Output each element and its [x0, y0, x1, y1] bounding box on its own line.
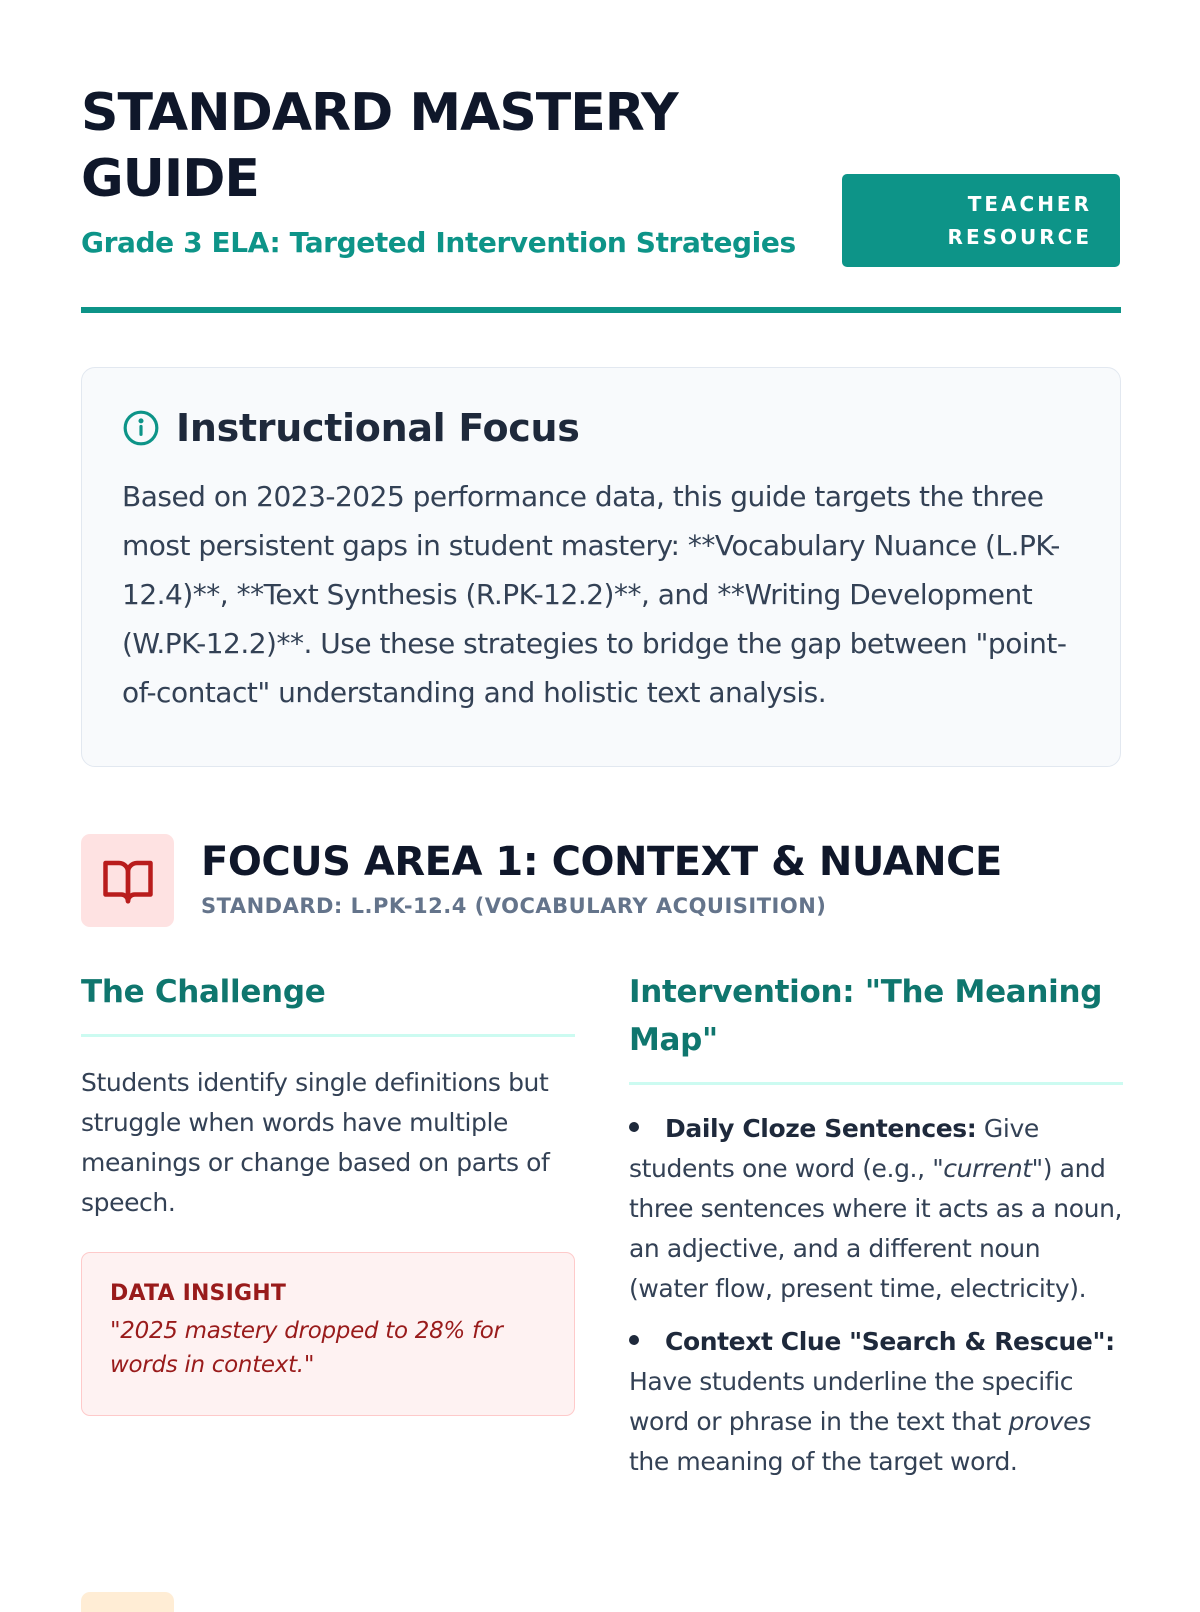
intervention-column — [629, 968, 1123, 1495]
challenge-text: Students identify single definitions but struggle when words have multiple meanings or change based on parts of speech. — [81, 1068, 550, 1217]
list-item-text: Give students one word (e.g., — [629, 1114, 1039, 1183]
list-item-emphasis: "current" — [932, 1154, 1043, 1183]
list-item-text: the meaning of the target word. — [629, 1447, 1018, 1476]
instructional-focus-body: Based on 2023-2025 performance data, this guide targets the three most persistent gaps in student mastery: **Vocabulary Nuance (L.PK-12.4)**, **Text Synthesis (R.PK-12.2)**, and **Writing Development (W.PK-12.2)**. Use these strategies to bridge the gap between "point-of-contact" understanding and holistic text analysis. — [122, 480, 1067, 709]
info-icon — [122, 409, 160, 447]
bullet-icon — [629, 1122, 639, 1132]
badge-line-1: TEACHER — [967, 192, 1092, 216]
bullet-icon — [629, 1335, 639, 1345]
page-title: STANDARD MASTERY GUIDE — [81, 83, 678, 209]
data-insight-label: DATA INSIGHT — [110, 1281, 287, 1306]
instructional-focus-title: Instructional Focus — [176, 406, 580, 450]
list-item-label: Context Clue "Search & Rescue": — [665, 1327, 1115, 1356]
next-focus-area-icon-tile — [81, 1592, 174, 1612]
list-item-emphasis: proves — [1008, 1407, 1091, 1436]
list-item — [629, 1109, 1123, 1309]
intervention-title: Intervention: "The Meaning Map" — [629, 968, 1123, 1085]
teacher-resource-badge — [842, 174, 1120, 267]
challenge-column — [81, 968, 575, 1416]
data-insight-callout — [81, 1252, 575, 1416]
list-item-text: ) and three sentences where it acts as a noun, an adjective, and a different noun (water flow, present time, electricity). — [629, 1154, 1123, 1303]
instructional-focus-header — [122, 406, 1080, 450]
list-item — [629, 1322, 1123, 1482]
focus-area-icon-tile — [81, 834, 174, 927]
book-open-icon — [101, 854, 155, 908]
header-divider — [81, 307, 1121, 313]
challenge-title: The Challenge — [81, 968, 575, 1037]
focus-area-1-header — [81, 834, 1121, 928]
focus-area-title: FOCUS AREA 1: CONTEXT & NUANCE — [201, 839, 1002, 885]
data-insight-quote: "2025 mastery dropped to 28% for words in context." — [110, 1318, 503, 1378]
instructional-focus-card — [81, 367, 1121, 767]
badge-line-2: RESOURCE — [947, 225, 1092, 249]
focus-area-standard: STANDARD: L.PK-12.4 (VOCABULARY ACQUISITION) — [201, 894, 827, 918]
intervention-list — [629, 1109, 1123, 1482]
list-item-label: Daily Cloze Sentences: — [665, 1114, 977, 1143]
list-item-text: Have students underline the specific word or phrase in the text that — [629, 1367, 1074, 1436]
page-subtitle: Grade 3 ELA: Targeted Intervention Strategies — [81, 226, 796, 259]
